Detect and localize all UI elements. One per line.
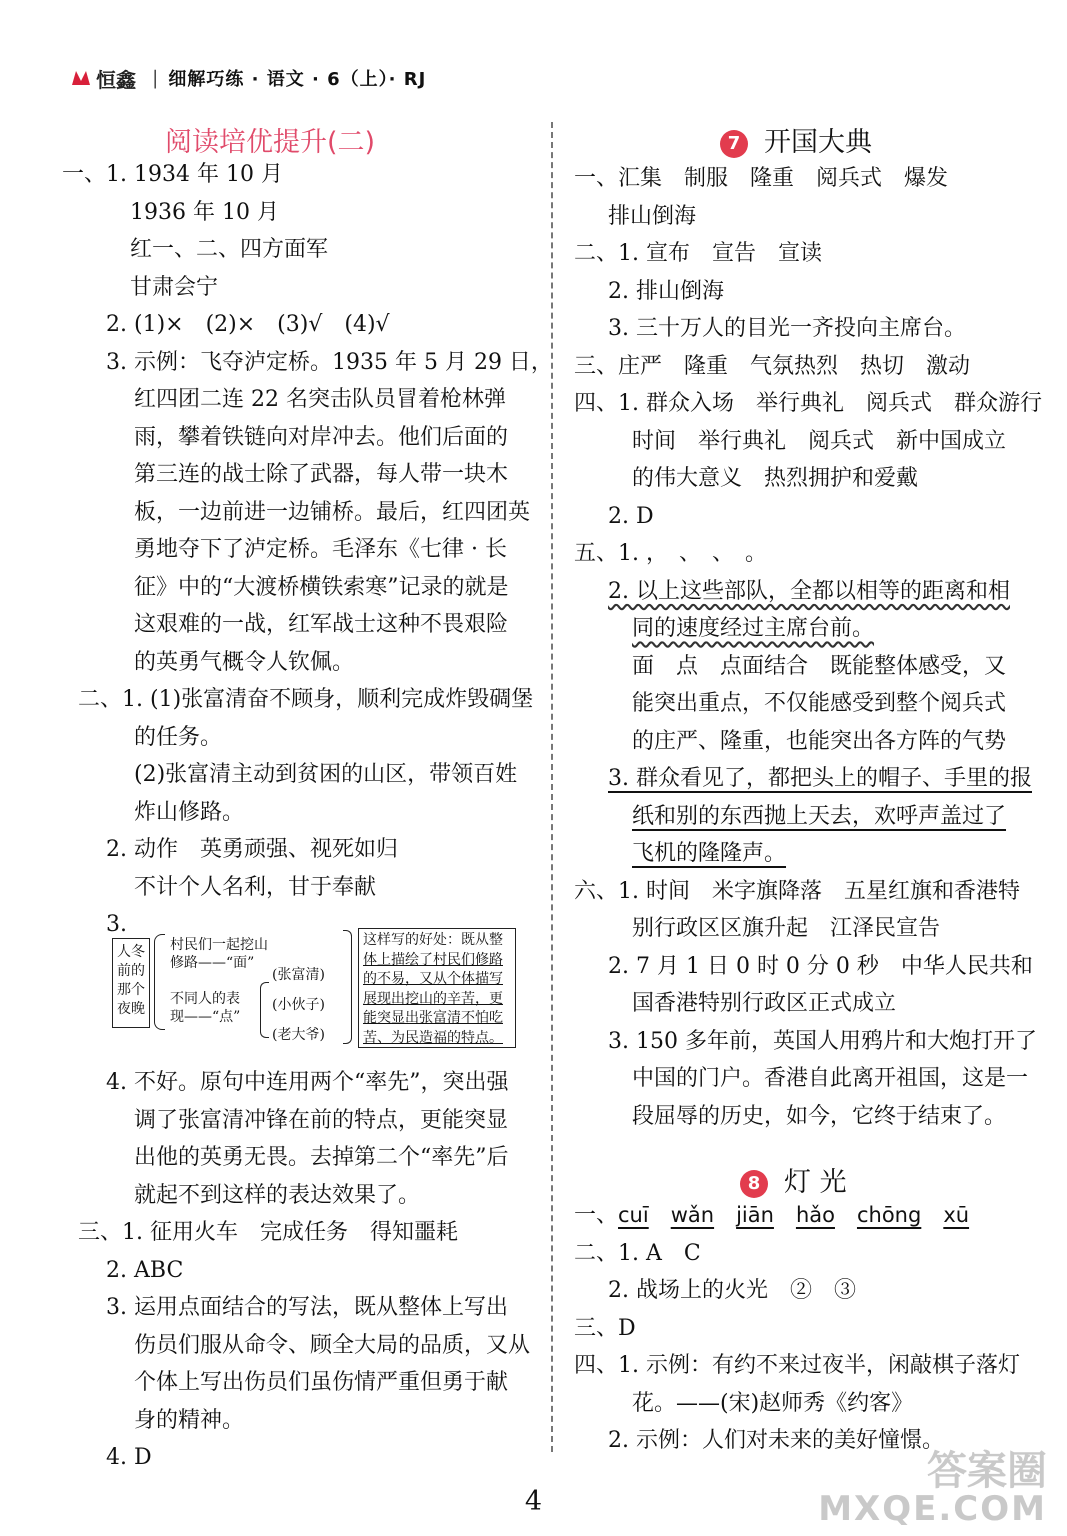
answer-line: 3. 群众看见了，都把头上的帽子、手里的报 <box>608 766 1032 791</box>
answer-line: 同的速度经过主席台前。 <box>632 616 875 641</box>
answer-line: 2. ABC <box>106 1257 184 1283</box>
diagram-face-line: 修路——“面” <box>170 955 255 971</box>
diagram-comment-line: 展现出挖山的辛苦，更 <box>363 990 503 1007</box>
diagram-point-node <box>170 990 240 1026</box>
answer-line: 能突出重点，不仅能感受到整个阅兵式 <box>632 691 1007 716</box>
left-section-title: 阅读培优提升(二) <box>165 127 376 158</box>
answer-line: 六、1. 时间 米字旗降落 五星红旗和香港特 <box>574 878 1020 904</box>
answer-line: 3. <box>106 912 127 937</box>
answer-line: 的英勇气概令人钦佩。 <box>134 649 355 675</box>
answer-line: 的任务。 <box>134 724 223 750</box>
answer-line: 中国的门户。香港自此离开祖国，这是一 <box>632 1066 1029 1091</box>
pinyin-line <box>574 1197 1020 1235</box>
answer-line: 调了张富清冲锋在前的特点，更能突显 <box>134 1107 509 1133</box>
answer-line: 勇地夺下了泸定桥。毛泽东《七律 · 长 <box>134 537 507 562</box>
answer-line: 红一、二、四方面军 <box>130 237 329 262</box>
answer-line: 三、庄严 隆重 气氛热烈 热切 激动 <box>574 353 971 379</box>
diagram-person: (小伙子) <box>272 997 325 1013</box>
answer-line: 板，一边前进一边铺桥。最后，红四团英 <box>134 499 531 525</box>
answer-line: 2. 动作 英勇顽强、视死如归 <box>106 837 398 862</box>
diagram-root-line: 前的 <box>117 963 145 979</box>
diagram-comment-box <box>358 928 516 1048</box>
answer-line: 雨，攀着铁链向对岸冲去。他们后面的 <box>134 424 509 450</box>
watermark <box>818 1448 1047 1529</box>
answer-line: 3. 三十万人的目光一齐投向主席台。 <box>608 316 966 341</box>
pinyin-answer: cuī <box>618 1203 649 1227</box>
brand-logo-icon <box>70 67 92 89</box>
question-number: 一、 <box>574 1203 619 1228</box>
answer-line: 一、1. 1934 年 10 月 <box>62 162 283 187</box>
answer-line: 段屈辱的历史，如今，它终于结束了。 <box>632 1103 1007 1129</box>
answer-line: (2)张富清主动到贫困的山区，带领百姓 <box>134 762 518 787</box>
answer-line: 国香港特别行政区正式成立 <box>632 991 897 1016</box>
answer-line: 2. D <box>608 503 654 529</box>
left-answers-bottom <box>62 1064 530 1477</box>
answer-line: 2. 战场上的火光 ② ③ <box>608 1278 856 1303</box>
answer-line: 二、1. (1)张富清奋不顾身，顺利完成炸毁碉堡 <box>78 687 534 712</box>
answer-line: 三、D <box>574 1315 636 1341</box>
answer-line: 五、1. ， 、 、 。 <box>574 541 767 566</box>
answer-line: 四、1. 示例：有约不来过夜半，闲敲棋子落灯 <box>574 1353 1020 1378</box>
diagram-comment-line: 这样写的好处：既从整 <box>363 932 503 948</box>
diagram-comment-line: 体上描绘了村民们修路 <box>363 951 503 968</box>
answer-line: 4. D <box>106 1445 152 1470</box>
pinyin-answer: chōng <box>856 1203 922 1227</box>
diagram-comment-line: 苦、为民造福的特点。 <box>363 1029 503 1046</box>
answer-line: 身的精神。 <box>134 1407 245 1433</box>
page-header <box>70 62 426 94</box>
page-number: 4 <box>524 1486 543 1517</box>
answer-line: 纸和别的东西抛上天去，欢呼声盖过了 <box>632 803 1007 829</box>
diagram-root-line: 人冬 <box>117 944 145 960</box>
watermark-text: 答案圈 <box>927 1448 1047 1494</box>
diagram-comment-line: 的不易，又从个体描写 <box>363 971 503 987</box>
lesson8-title <box>740 1160 847 1199</box>
header-separator: | <box>152 67 159 89</box>
answer-line: 征》中的“大渡桥横铁索寒”记录的就是 <box>134 574 509 600</box>
answer-line: 2. 示例：人们对未来的美好憧憬。 <box>608 1428 944 1453</box>
diagram-root-box <box>112 938 150 1028</box>
answer-line: 不计个人名利，甘于奉献 <box>134 874 377 900</box>
answer-line: 3. 运用点面结合的写法，既从整体上写出 <box>106 1295 508 1320</box>
diagram-person: (张富清) <box>272 967 325 983</box>
answer-line: 飞机的隆隆声。 <box>632 841 787 866</box>
answer-line: 出他的英勇无畏。去掉第二个“率先”后 <box>134 1145 509 1170</box>
answer-line: 的伟大意义 热烈拥护和爱戴 <box>632 466 919 491</box>
brand-name: 恒鑫 <box>96 67 136 92</box>
answer-line: 2. 排山倒海 <box>608 278 724 304</box>
lesson7-title-text: 开国大典 <box>764 127 872 158</box>
lesson-number-badge: 7 <box>720 130 748 158</box>
diagram-root-line: 那个 <box>117 982 145 998</box>
diagram-comment-line: 能突显出张富清不怕吃 <box>363 1010 503 1026</box>
answer-line: 面 点 点面结合 既能整体感受，又 <box>632 653 1007 679</box>
diagram-face-line: 村民们一起挖山 <box>170 937 268 953</box>
answer-line: 二、1. A C <box>574 1240 701 1266</box>
answer-line: 二、1. 宣布 宣告 宣读 <box>574 241 822 266</box>
diagram-brace <box>154 934 165 1030</box>
answer-line: 第三连的战士除了武器，每人带一块木 <box>134 462 509 487</box>
diagram-root-line: 夜晚 <box>117 1001 145 1017</box>
answer-line: 时间 举行典礼 阅兵式 新中国成立 <box>632 428 1007 454</box>
answer-line: 红四团二连 22 名突击队员冒着枪林弹 <box>134 387 506 412</box>
answer-line: 别行政区区旗升起 江泽民宣告 <box>632 916 941 941</box>
lesson8-title-text: 灯 光 <box>784 1167 847 1198</box>
diagram-face-node <box>170 936 268 972</box>
pinyin-answer: wǎn <box>670 1203 715 1227</box>
answer-line: 2. 以上这些部队，全都以相等的距离和相 <box>608 578 1010 604</box>
answer-line: 排山倒海 <box>608 203 697 229</box>
answer-line: 花。——(宋)赵师秀《约客》 <box>632 1390 914 1416</box>
book-title: 细解巧练 · 语文 · 6（上）· RJ <box>168 69 427 90</box>
lesson7-answers <box>574 160 1042 1135</box>
lesson7-title <box>720 120 872 159</box>
answer-line: 3. 150 多年前，英国人用鸦片和大炮打开了 <box>608 1028 1037 1054</box>
structure-diagram <box>112 922 520 1054</box>
answer-line: 甘肃会宁 <box>130 274 219 300</box>
answer-line: 的庄严、隆重，也能突出各方阵的气势 <box>632 728 1007 754</box>
diagram-brace <box>260 982 269 1038</box>
lesson-number-badge: 8 <box>740 1170 768 1198</box>
answer-line: 这艰难的一战，红军战士这种不畏艰险 <box>134 612 509 637</box>
diagram-point-line: 现——“点” <box>170 1009 241 1025</box>
pinyin-answer: xū <box>943 1203 970 1227</box>
answer-line: 2. 7 月 1 日 0 时 0 分 0 秒 中华人民共和 <box>608 953 1033 979</box>
answer-line: 2. (1)× (2)× (3)√ (4)√ <box>106 312 390 337</box>
pinyin-answer: hǎo <box>795 1203 835 1227</box>
answer-line: 三、1. 征用火车 完成任务 得知噩耗 <box>78 1220 458 1245</box>
answer-line: 个体上写出伤员们虽伤情严重但勇于献 <box>134 1370 509 1395</box>
diagram-brace <box>343 930 352 1044</box>
diagram-point-line: 不同人的表 <box>170 991 240 1007</box>
diagram-person: (老大爷) <box>272 1027 325 1043</box>
watermark-url: MXQE.COM <box>818 1489 1047 1529</box>
lesson8-answers <box>574 1197 1020 1460</box>
answer-line: 3. 示例：飞夺泸定桥。1935 年 5 月 29 日， <box>106 349 553 375</box>
answer-line: 就起不到这样的表达效果了。 <box>134 1182 421 1208</box>
answer-line: 1936 年 10 月 <box>130 199 279 225</box>
answer-line: 一、汇集 制服 隆重 阅兵式 爆发 <box>574 166 949 191</box>
answer-line: 伤员们服从命令、顾全大局的品质，又从 <box>134 1332 531 1358</box>
answer-line: 四、1. 群众入场 举行典礼 阅兵式 群众游行 <box>574 391 1042 416</box>
answer-line: 4. 不好。原句中连用两个“率先”，突出强 <box>106 1070 509 1095</box>
pinyin-answer: jiān <box>736 1203 774 1227</box>
answer-line: 炸山修路。 <box>134 799 245 825</box>
left-answers-top <box>62 156 553 944</box>
